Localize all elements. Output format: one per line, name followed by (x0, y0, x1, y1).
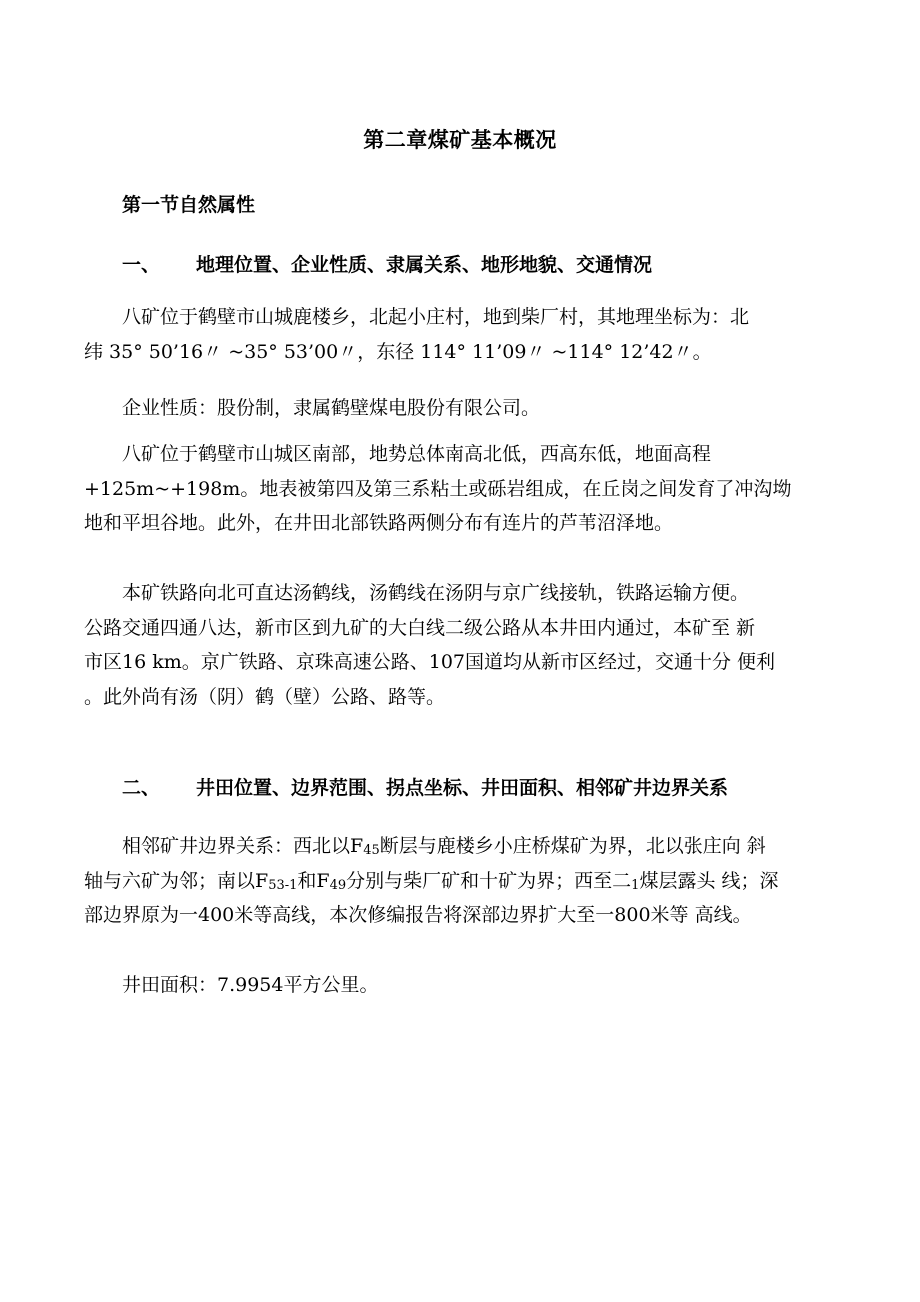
paragraph-boundary (84, 829, 849, 933)
subscript: 1 (631, 877, 640, 893)
paragraph-line: 市区16 km。京广铁路、京珠高速公路、107国道均从新市区经过，交通十分 便利 (84, 651, 776, 673)
paragraph-line: 企业性质：股份制，隶属鹤壁煤电股份有限公司。 (122, 397, 541, 419)
subheading-1-text: 地理位置、企业性质、隶属关系、地形地貌、交通情况 (196, 254, 653, 276)
paragraph-transport (84, 576, 849, 714)
text-run: 相邻矿井边界关系：西北以F (122, 835, 364, 857)
subscript: 45 (363, 843, 380, 858)
text-run: 断层与鹿楼乡小庄桥煤矿为界，北以张庄向 斜 (379, 835, 766, 857)
subheading-2-number: 二、 (122, 777, 161, 799)
subscript: 49 (329, 877, 347, 893)
subscript: 53-1 (268, 877, 298, 893)
paragraph-line: +125m~+198m。地表被第四及第三系粘土或砾岩组成，在丘岗之间发育了冲沟坳 (84, 477, 792, 500)
text-run: 煤层露头 线；深 (639, 869, 779, 892)
paragraph-line: 本矿铁路向北可直达汤鹤线，汤鹤线在汤阴与京广线接轨，铁路运输方便。 (122, 582, 750, 604)
paragraph-line: 井田面积：7.9954平方公里。 (122, 974, 379, 996)
paragraph-line (84, 864, 849, 899)
text-run: 轴与六矿为邻；南以F (84, 869, 269, 892)
text-run: 分别与柴厂矿和十矿为界；西至二 (346, 869, 632, 892)
section-heading: 第一节自然属性 (122, 194, 256, 216)
subheading-1-number: 一、 (122, 254, 161, 276)
paragraph-line: 地和平坦谷地。此外，在井田北部铁路两侧分布有连片的芦苇沼泽地。 (84, 512, 674, 534)
subheading-1 (122, 250, 652, 277)
paragraph-line: 。此外尚有汤（阴）鹤（壁）公路、路等。 (84, 685, 446, 708)
paragraph-terrain (84, 437, 849, 541)
subheading-2-text: 井田位置、边界范围、拐点坐标、井田面积、相邻矿井边界关系 (196, 777, 729, 799)
paragraph-enterprise (84, 391, 849, 426)
paragraph-line: 八矿位于鹤壁市山城区南部，地势总体南高北低，西高东低，地面高程 (122, 443, 712, 465)
paragraph-line: 纬 35° 50’16〃 ~35° 53’00〃，东径 114° 11’09〃 ~114° 12’42〃。 (84, 340, 712, 363)
subheading-2 (122, 773, 728, 800)
text-run: 和F (297, 869, 330, 892)
paragraph-line: 公路交通四通八达，新市区到九矿的大白线二级公路从本井田内通过，本矿至 新 (84, 616, 756, 639)
paragraph-line (84, 829, 849, 864)
chapter-title: 第二章煤矿基本概况 (363, 127, 557, 152)
paragraph-location (84, 300, 849, 369)
paragraph-area (84, 968, 849, 1003)
paragraph-line: 八矿位于鹤壁市山城鹿楼乡，北起小庄村，地到柴厂村，其地理坐标为：北 (122, 306, 750, 328)
paragraph-line: 部边界原为一400米等高线，本次修编报告将深部边界扩大至一800米等 高线。 (84, 904, 752, 926)
